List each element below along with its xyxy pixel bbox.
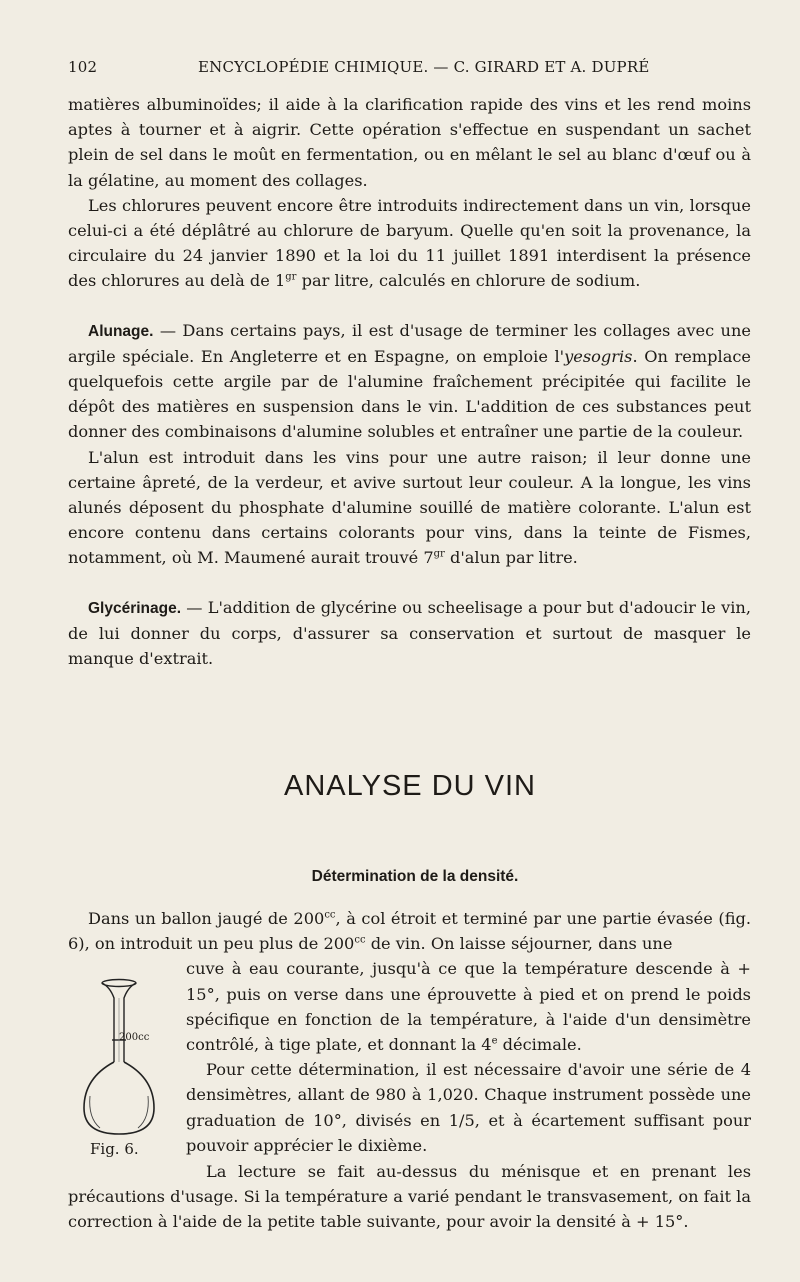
paragraph-wrapped: cuve à eau courante, jusqu'à ce que la température descende à + 15°, puis on verse dans une éprouvette à pied et on prend le poids spécifique en fonction de la température, à l'aide d'un densimètre contrôlé, à tige plate, et donnant la 4e décimale. xyxy=(186,959,751,1055)
runin-heading: Alunage. xyxy=(88,322,154,340)
section-title: ANALYSE DU VIN xyxy=(284,770,536,802)
section-text xyxy=(68,906,751,1158)
paragraph: L'alun est introduit dans les vins pour une autre raison; il leur donne une certaine âpreté, de la verdeur, et avive surtout leur couleur. A la longue, les vins alunés déposent du phosphate d'alumine souillé de matière colorante. L'alun est encore contenu dans certains colorants pour vins, dans la teinte de Fismes, notamment, où M. Maumené aurait trouvé $7^{gr}$ d'alun par litre. xyxy=(68,447,751,568)
paragraph: Dans un ballon jaugé de $200^{cc}$, à col étroit et terminé par une partie évasée (fig. 6), on introduit un peu plus de $200^{cc}$ de vin. On laisse séjourner, dans une xyxy=(68,909,751,954)
paragraph-glycerinage: Glycérinage. — L'addition de glycérine ou scheelisage a pour but d'adoucir le vin, de lui donner du corps, d'assurer sa conservation et surtout de masquer le manque d'extrait. xyxy=(68,597,751,669)
section-text-end xyxy=(68,1159,751,1235)
paragraph: La lecture se fait au-dessus du ménisque et en prenant les précautions d'usage. Si la température a varié pendant le transvasement, on fait la correction à l'aide de la petite table suivante, pour avoir la densité à + 15°. xyxy=(68,1162,751,1232)
running-header xyxy=(68,58,750,84)
paragraph: Les chlorures peuvent encore être introduits indirectement dans un vin, lorsque celui-ci a été déplâtré au chlorure de baryum. Quelle qu'en soit la provenance, la circulaire du 24 janvier 1890 et la loi du 11 juillet 1891 interdisent la présence des chlorures au delà de $1^{gr}$ par litre, calculés en chlorure de sodium. xyxy=(68,195,751,291)
runin-heading: Glycérinage. xyxy=(88,599,182,617)
body-text xyxy=(68,92,751,671)
page-number: 102 xyxy=(68,58,98,76)
running-title: ENCYCLOPÉDIE CHIMIQUE. — C. GIRARD ET A. DUPRÉ xyxy=(198,58,650,76)
paragraph-wrapped: Pour cette détermination, il est nécessaire d'avoir une série de 4 densimètres, allant de 980 à 1,020. Chaque instrument possède une graduation de 10°, divisés en 1/5, et à écartement suffisant pour pouvoir apprécier le dixième. xyxy=(186,1060,751,1155)
volumetric-flask-illustration xyxy=(78,978,168,1138)
flask-label: 200cc xyxy=(119,1032,150,1043)
figure-caption: Fig. 6. xyxy=(90,1140,139,1158)
paragraph: matières albuminoïdes; il aide à la clarification rapide des vins et les rend moins aptes à tourner et à aigrir. Cette opération s'effectue en suspendant un sachet plein de sel dans le moût en fermentation, ou en mêlant le sel au blanc d'œuf ou à la gélatine, au moment des collages. xyxy=(68,95,751,190)
section-subtitle: Détermination de la densité. xyxy=(311,868,519,885)
paragraph-alunage: Alunage. — Dans certains pays, il est d'usage de terminer les collages avec une argile spéciale. En Angleterre et en Espagne, on emploie l'yesogris. On remplace quelquefois cette argile par de l'alumine fraîchement précipitée qui facilite le dépôt des matières en suspension dans le vin. L'addition de ces substances peut donner des combinaisons d'alumine solubles et entraîner une partie de la couleur. xyxy=(68,320,751,442)
